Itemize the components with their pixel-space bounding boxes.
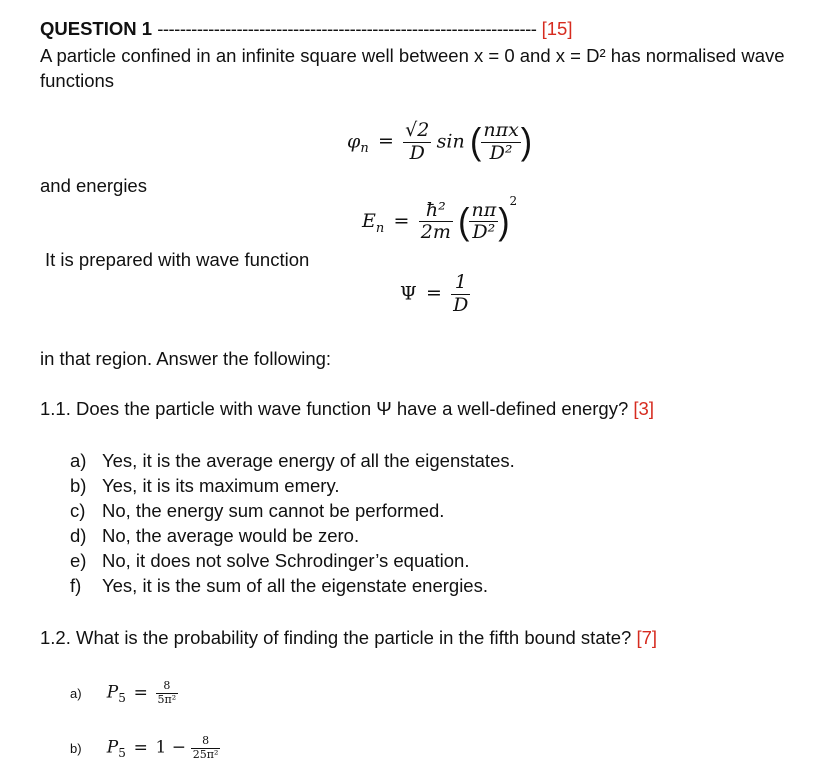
option-text: Yes, it is the sum of all the eigenstate energies.	[102, 575, 488, 596]
sin-function: sin	[436, 130, 465, 153]
question-1-2-text: 1.2. What is the probability of finding the particle in the fifth bound state?	[40, 627, 632, 648]
psi-fraction	[451, 272, 470, 317]
option-letter: a)	[70, 450, 87, 471]
question-1-1-marks: [3]	[633, 398, 654, 419]
option-letter: b)	[70, 475, 87, 496]
option-letter: b)	[70, 740, 82, 756]
probability-num: 8	[156, 680, 179, 694]
option-text: Yes, it is its maximum emery.	[102, 475, 340, 496]
probability-subscript: 5	[118, 746, 126, 761]
intro-line-1: A particle confined in an infinite square well between x = 0 and x = D² has normalised wave	[40, 45, 785, 66]
phi-arg-fraction	[481, 120, 520, 165]
option-1-2-a[interactable]	[70, 680, 178, 706]
option-1-1-c[interactable]	[70, 500, 444, 522]
option-letter: e)	[70, 550, 87, 571]
phi-coefficient-fraction	[403, 120, 431, 165]
option-1-2-b[interactable]	[70, 735, 220, 761]
phi-arg-den: D²	[489, 141, 513, 164]
option-1-1-b[interactable]	[70, 475, 339, 497]
question-1-2	[40, 627, 657, 649]
equals-sign: =	[133, 682, 148, 703]
option-1-1-f[interactable]	[70, 575, 488, 597]
option-letter: d)	[70, 525, 87, 546]
probability-fraction	[191, 735, 221, 761]
option-1-1-d[interactable]	[70, 525, 359, 547]
probability-symbol: P	[106, 682, 119, 703]
wavefunction-equation: $\varphi_n$ = $\frac{√2}{D}$ sin ( $\frac{\text{nπx}}{\text{D²}}$ )	[347, 119, 533, 164]
option-letter: a)	[70, 685, 82, 701]
option-1-1-a[interactable]	[70, 450, 515, 472]
psi-den: D	[453, 293, 469, 316]
energy-arg-den: D²	[472, 221, 496, 244]
energies-label: and energies	[40, 175, 147, 196]
phi-arg-num: nπx	[483, 119, 519, 141]
option-text: No, it does not solve Schrodinger’s equation.	[102, 550, 470, 571]
probability-den: 5π²	[157, 692, 177, 706]
energy-power: 2	[509, 194, 518, 208]
energy-coefficient-fraction	[419, 200, 453, 245]
equals-sign: =	[133, 737, 148, 758]
option-letter: c)	[70, 500, 86, 521]
phi-subscript: n	[360, 141, 369, 157]
phi-symbol: φ	[347, 130, 361, 153]
energy-symbol: E	[362, 210, 376, 232]
prepared-label: It is prepared with wave function	[45, 249, 310, 270]
region-text: in that region. Answer the following:	[40, 348, 332, 369]
option-text: No, the energy sum cannot be performed.	[102, 500, 445, 521]
question-label: QUESTION 1	[40, 18, 153, 39]
option-1-1-e[interactable]	[70, 550, 470, 572]
psi-symbol: Ψ	[400, 282, 417, 305]
psi-num: 1	[451, 272, 470, 295]
probability-symbol: P	[106, 737, 119, 758]
energy-subscript: n	[375, 220, 385, 236]
energy-arg-num: nπ	[471, 198, 497, 221]
energy-arg-fraction	[469, 200, 498, 245]
phi-coef-den: D	[409, 141, 425, 164]
intro-line-2: functions	[40, 70, 115, 91]
question-marks: [15]	[541, 18, 573, 39]
question-1-2-marks: [7]	[636, 627, 658, 648]
option-letter: f)	[70, 575, 82, 596]
energy-equation: $E_n$ = $\frac{\text{ħ²}}{2m}$ ( $\frac{n\pi}{\text{D²}}$ )$^2$	[362, 194, 518, 244]
prepared-wavefunction-equation: Ψ = $\frac{1}{D}$	[400, 271, 469, 316]
probability-num: 8	[191, 735, 221, 749]
energy-coef-den: 2m	[420, 221, 451, 244]
energy-coef-num: ħ²	[419, 200, 453, 223]
probability-den: 25π²	[192, 747, 219, 761]
option-text: Yes, it is the average energy of all the eigenstates.	[102, 450, 515, 471]
question-header	[40, 18, 572, 40]
probability-prefix: 1 −	[155, 737, 187, 758]
probability-fraction	[156, 680, 179, 706]
probability-subscript: 5	[118, 691, 126, 706]
phi-coef-num: √2	[405, 119, 430, 141]
option-text: No, the average would be zero.	[102, 525, 360, 546]
question-1-1	[40, 398, 654, 420]
question-1-1-text: 1.1. Does the particle with wave function Ψ have a well-defined energy?	[40, 398, 629, 419]
header-dashes: -------------------------------------------------------------------	[157, 18, 537, 39]
